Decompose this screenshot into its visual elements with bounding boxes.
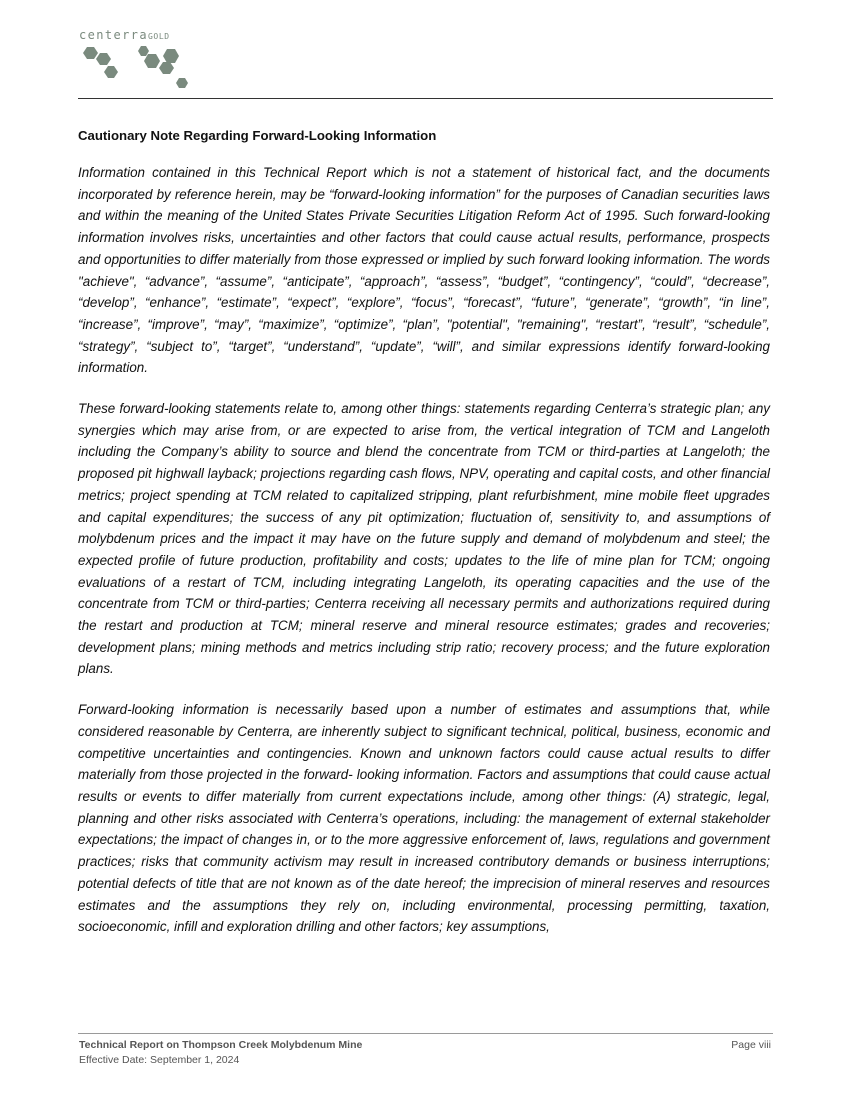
paragraph: Forward-looking information is necessarily based upon a number of estimates and assumptions that, while considered reasonable by Centerra, are inherently subject to significant technical, political, business, economic and competitive uncertainties and contingencies. Known and unknown factors could cause actual results to differ materially from those projected in the forward- looking information. Factors and assumptions that could cause actual results or events to differ materially from current expectations include, among other things: (A) strategic, legal, planning and other risks associated with Centerra’s operations, including: the management of external stakeholder expectations; the impact of changes in, or to the more aggressive enforcement of, laws, regulations and government practices; risks that community activism may result in increased contributory demands or business interruptions; potential defects of title that are not known as of the date hereof; the imprecision of mineral reserves and resources estimates and the assumptions they rely on, including environmental, processing permitting, taxation, socioeconomic, infill and exploration drilling and other factors; key assumptions, (78, 702, 770, 935)
document-body (78, 126, 770, 957)
logo-text-sub: GOLD (148, 32, 170, 41)
logo-hexagon (144, 54, 160, 68)
section-heading: Cautionary Note Regarding Forward-Looking Information (78, 128, 437, 143)
paragraph: These forward-looking statements relate to, among other things: statements regarding Centerra’s strategic plan; any synergies which may arise from, or are expected to arise from, the vertical integration of TCM and Langeloth including the Company’s ability to source and blend the concentrate from TCM or third-parties at Langeloth; the proposed pit highwall layback; projections regarding cash flows, NPV, operating and capital costs, and other financial metrics; project spending at TCM related to capitalized stripping, plant refurbishment, mine mobile fleet upgrades and capital expenditures; the success of any pit optimization; fluctuation of, sensitivity to, and assumptions of molybdenum prices and the impact it may have on the future supply and demand of molybdenum and steel; the expected profile of future production, profitability and costs; updates to the life of mine plan for TCM; ongoing evaluations of a restart of TCM, including integrating Langeloth, its operating capacities and the use of the concentrate from TCM or third-parties; Centerra receiving all necessary permits and authorizations required during the restart and production at TCM; mineral reserve and mineral resource estimates; grades and recoveries; development plans; mining methods and metrics including strip ratio; recovery process; and the future exploration plans. (78, 401, 770, 677)
logo-hexagon (159, 62, 174, 74)
logo-hexagon (138, 46, 149, 56)
company-logo (79, 28, 209, 98)
footer-divider (78, 1033, 773, 1034)
logo-hexagon (163, 49, 179, 63)
hexagon-cluster-icon (79, 44, 199, 96)
header-divider (78, 98, 773, 99)
footer-effective-date: Effective Date: September 1, 2024 (79, 1054, 240, 1066)
paragraph: Information contained in this Technical Report which is not a statement of historical fact, and the documents incorporated by reference herein, may be “forward-looking information” for the purposes of Canadian securities laws and within the meaning of the United States Private Securities Litigation Reform Act of 1995. Such forward-looking information involves risks, uncertainties and other factors that could cause actual results, performance, prospects and opportunities to differ materially from those expressed or implied by such forward looking information. The words "achieve", “advance”, “assume”, “anticipate”, “approach”, “assess”, “budget”, “contingency”, “could”, “decrease”, “develop”, “enhance”, “estimate”, “expect”, “explore”, “focus”, “forecast”, “future”, “generate”, “growth”, “in line”, “increase”, “improve”, “may”, “maximize”, “optimize”, “plan”, "potential", "remaining", “restart”, “result”, “schedule”, “strategy”, “subject to”, “target”, “understand”, “update”, “will”, and similar expressions identify forward-looking information. (78, 165, 770, 376)
logo-hexagon (83, 47, 98, 59)
logo-hexagon (104, 66, 118, 78)
logo-hexagon (176, 78, 188, 88)
footer-page-number: Page viii (731, 1039, 771, 1051)
logo-wordmark (79, 28, 170, 42)
logo-text-main: centerra (79, 28, 148, 42)
logo-hexagon (96, 53, 111, 65)
footer-report-title: Technical Report on Thompson Creek Molybdenum Mine (79, 1039, 363, 1051)
